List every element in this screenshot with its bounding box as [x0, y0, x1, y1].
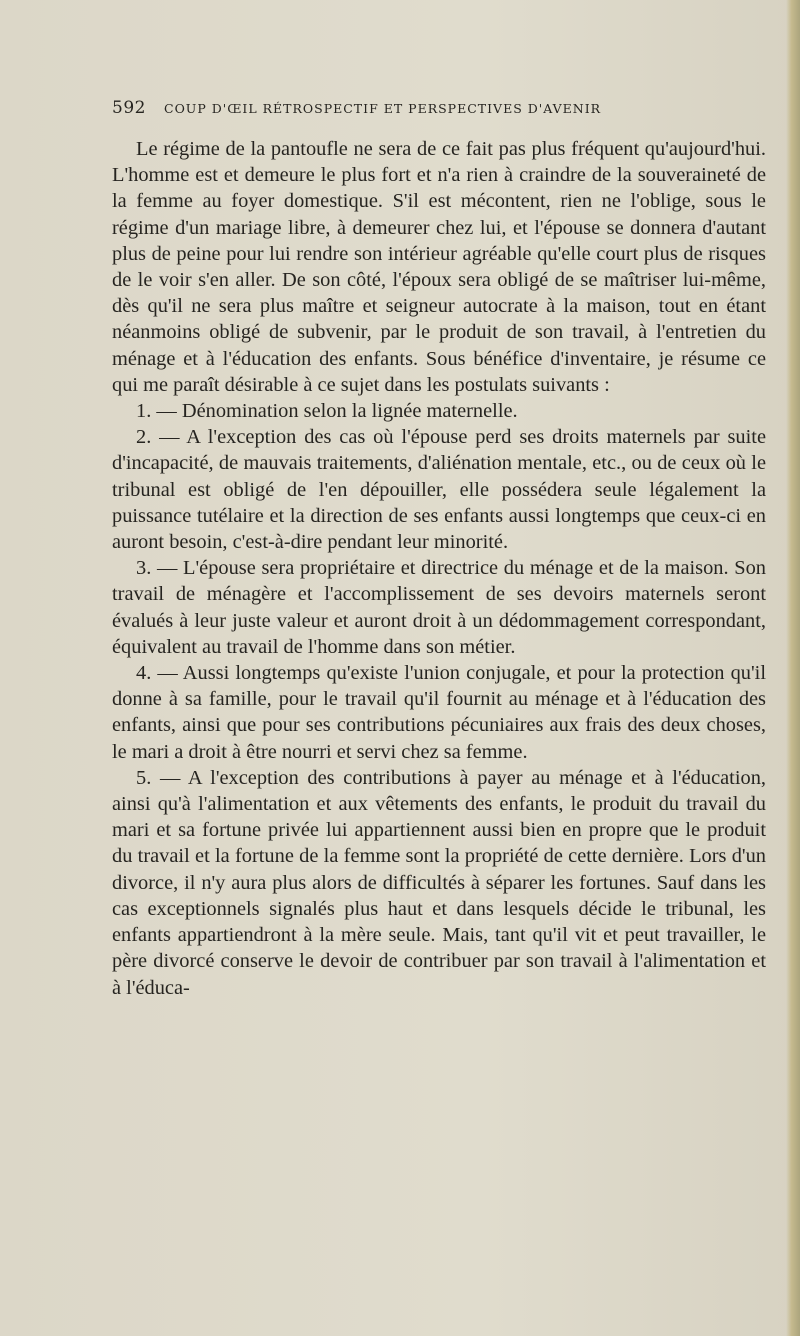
postulate-3: 3. — L'épouse sera propriétaire et directrice du ménage et de la maison. Son travail de ménagère et l'accomplissement de ses devoirs maternels seront évalués à leur juste valeur et auront droit à un dédommagement correspondant, équivalent au travail de l'homme dans son métier. [112, 557, 766, 658]
postulate-5: 5. — A l'exception des contributions à payer au ménage et à l'éducation, ainsi qu'à l'alimentation et aux vêtements des enfants, le produit du travail du mari et sa fortune privée lui appartiennent aussi bien en propre que le produit du travail et la fortune de la femme sont la propriété de cette dernière. Lors d'un divorce, il n'y aura plus alors de difficultés à séparer les fortunes. Sauf dans les cas exceptionnels signalés plus haut et dans lesquels décide le tribunal, les enfants appartiendront à la mère seule. Mais, tant qu'il vit et peut travailler, le père divorcé conserve le devoir de contribuer par son travail à l'alimentation et à l'éduca- [112, 766, 766, 999]
postulate-2: 2. — A l'exception des cas où l'épouse perd ses droits maternels par suite d'incapacité, de mauvais traitements, d'aliénation mentale, etc., ou de ceux où le tribunal est obligé de l'en dépouiller, elle possédera seule légalement la puissance tutélaire et la direction de ses enfants aussi longtemps que ceux-ci en auront besoin, c'est-à-dire pendant leur minorité. [112, 426, 766, 554]
page-number: 592 [112, 98, 146, 118]
paragraph-intro: Le régime de la pantoufle ne sera de ce fait pas plus fréquent qu'aujourd'hui. L'homme est et demeure le plus fort et n'a rien à craindre de la souveraineté de la femme au foyer domestique. S'il est mécontent, rien ne l'oblige, sous le régime d'un mariage libre, à demeurer chez lui, et l'épouse se donnera d'autant plus de peine pour lui rendre son intérieur agréable qu'elle court plus de risques de le voir s'en aller. De son côté, l'époux sera obligé de se maîtriser lui-même, dès qu'il ne sera plus maître et seigneur autocrate à la maison, tout en étant néanmoins obligé de subvenir, par le produit de son travail, à l'entretien du ménage et à l'éducation des enfants. Sous bénéfice d'inventaire, je résume ce qui me paraît désirable à ce sujet dans les postulats suivants : [112, 138, 766, 396]
postulate-1: 1. — Dénomination selon la lignée maternelle. [136, 400, 518, 423]
page-header [112, 98, 762, 118]
postulate-4: 4. — Aussi longtemps qu'existe l'union conjugale, et pour la protection qu'il donne à sa famille, pour le travail qu'il fournit au ménage et à l'éducation des enfants, ainsi que pour ses contributions pécuniaires aux frais des deux choses, le mari a droit à être nourri et servi chez sa femme. [112, 662, 766, 763]
page-edge [786, 0, 800, 1336]
running-title: COUP D'ŒIL RÉTROSPECTIF ET PERSPECTIVES D'AVENIR [164, 101, 602, 116]
body-text [112, 136, 766, 1001]
